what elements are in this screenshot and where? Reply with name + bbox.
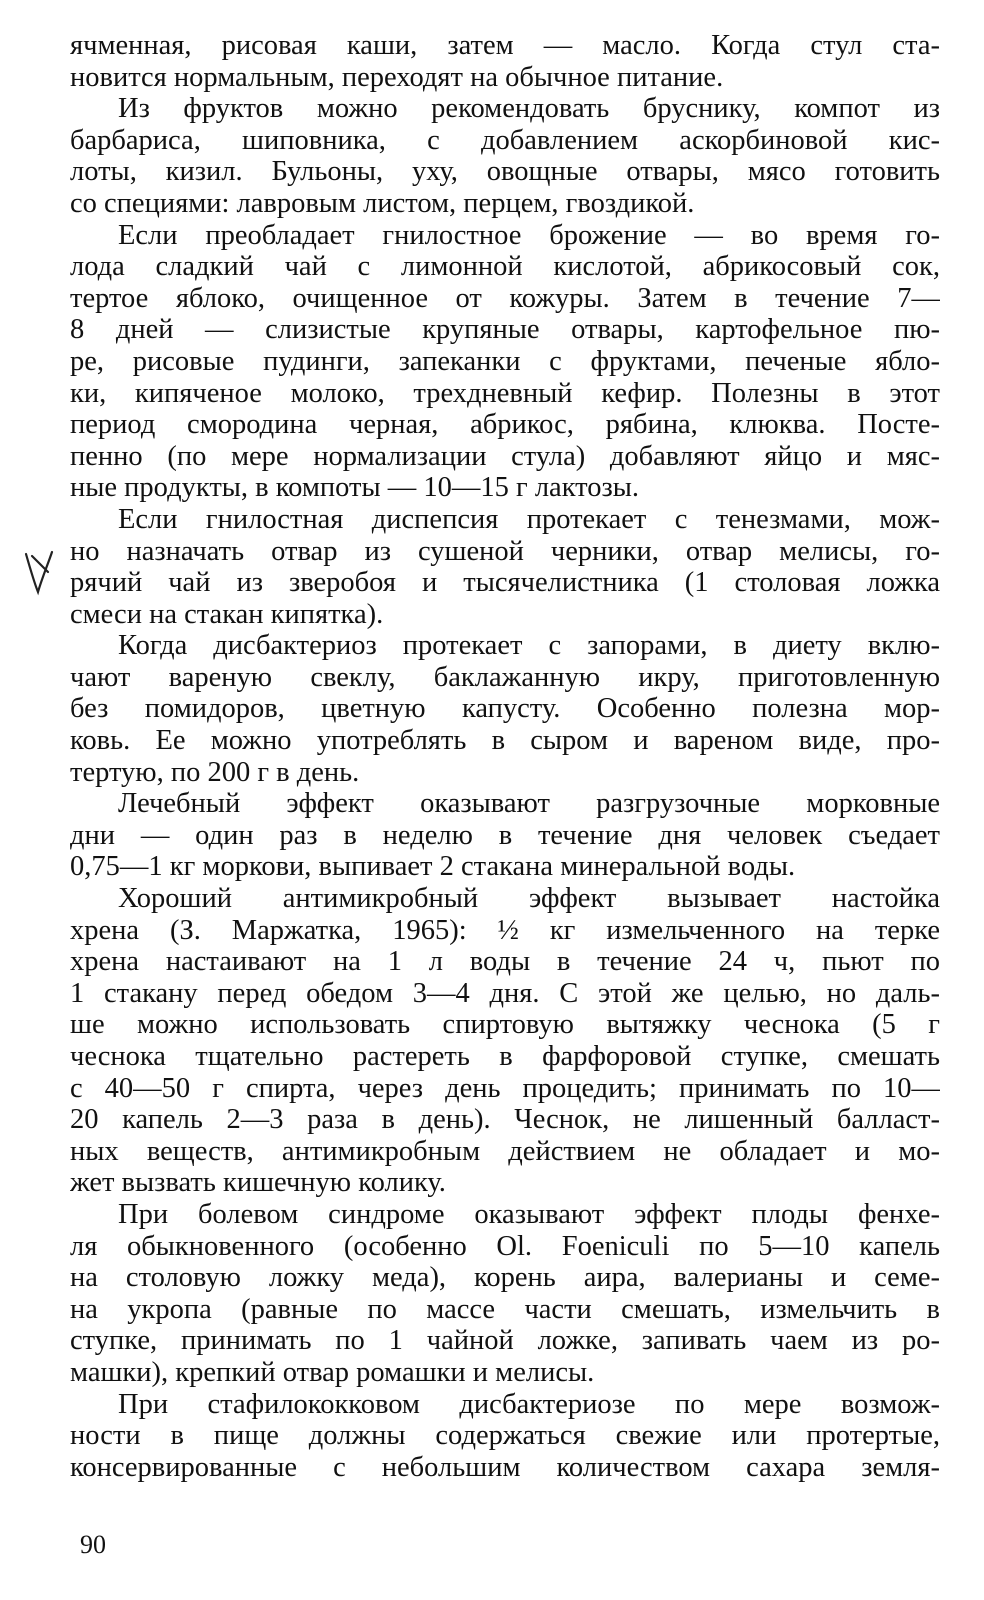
paragraph	[70, 93, 940, 219]
text-line: При стафилококковом дисбактериозе по мере возмож-	[118, 1388, 940, 1420]
text-line: жет вызвать кишечную колику.	[70, 1167, 446, 1199]
paragraph	[70, 220, 940, 504]
text-line: Лечебный эффект оказывают разгрузочные морковные	[118, 788, 940, 820]
text-line: но назначать отвар из сушеной черники, отвар мелисы, го-	[70, 535, 940, 567]
text-line: 1 стакану перед обедом 3—4 дня. С этой же целью, но даль-	[70, 977, 940, 1009]
paragraph	[70, 1199, 940, 1389]
text-line: 8 дней — слизистые крупяные отвары, картофельное пю-	[70, 314, 940, 346]
text-line: ре, рисовые пудинги, запеканки с фруктами, печеные ябло-	[70, 345, 940, 377]
text-line: 20 капель 2—3 раза в день). Чеснок, не лишенный балласт-	[70, 1104, 940, 1136]
page-body	[70, 30, 940, 1483]
page-number: 90	[80, 1530, 106, 1559]
text-line: смеси на стакан кипятка).	[70, 598, 384, 630]
text-line: лода сладкий чай с лимонной кислотой, абрикосовый сок,	[70, 251, 940, 283]
text-line: период смородина черная, абрикос, рябина, клюква. Посте-	[70, 409, 940, 441]
text-line: ступке, принимать по 1 чайной ложке, запивать чаем из ро-	[70, 1325, 940, 1357]
text-line: хрена (З. Маржатка, 1965): ½ кг измельченного на терке	[70, 914, 940, 946]
text-line: ковь. Ее можно употреблять в сыром и вареном виде, про-	[70, 725, 940, 757]
text-line: с 40—50 г спирта, через день процедить; принимать по 10—	[70, 1072, 940, 1104]
paragraph	[70, 788, 940, 883]
text-line: ные продукты, в компоты — 10—15 г лактозы.	[70, 472, 640, 504]
paragraph	[70, 883, 940, 1199]
text-line: пенно (по мере нормализации стула) добавляют яйцо и мяс-	[70, 440, 940, 472]
text-line: новится нормальным, переходят на обычное питание.	[70, 61, 724, 93]
text-line: на укропа (равные по массе части смешать, измельчить в	[70, 1293, 940, 1325]
paragraph	[70, 630, 940, 788]
text-line: Хороший антимикробный эффект вызывает настойка	[118, 883, 940, 915]
text-line: лоты, кизил. Бульоны, уху, овощные отвары, мясо готовить	[70, 156, 940, 188]
text-line: дни — один раз в неделю в течение дня человек съедает	[70, 819, 940, 851]
text-line: 0,75—1 кг моркови, выпивает 2 стакана минеральной воды.	[70, 851, 796, 883]
text-line: на столовую ложку меда), корень аира, валерианы и семе-	[70, 1262, 940, 1294]
text-line: консервированные с небольшим количеством сахара земля-	[70, 1451, 940, 1483]
text-line: ячменная, рисовая каши, затем — масло. Когда стул ста-	[70, 30, 940, 61]
handwritten-margin-mark	[18, 548, 58, 598]
text-line: машки), крепкий отвар ромашки и мелисы.	[70, 1356, 595, 1388]
text-line: Из фруктов можно рекомендовать бруснику, компот из	[118, 93, 940, 125]
paragraph	[70, 30, 940, 93]
text-line: При болевом синдроме оказывают эффект плоды фенхе-	[118, 1198, 940, 1230]
text-line: рячий чай из зверобоя и тысячелистника (1 столовая ложка	[70, 567, 940, 599]
text-line: хрена настаивают на 1 л воды в течение 24 ч, пьют по	[70, 946, 940, 978]
text-line: Если преобладает гнилостное брожение — во время го-	[118, 219, 940, 251]
text-line: тертую, по 200 г в день.	[70, 756, 360, 788]
text-line: без помидоров, цветную капусту. Особенно полезна мор-	[70, 693, 940, 725]
text-line: Когда дисбактериоз протекает с запорами, в диету вклю-	[118, 630, 940, 662]
text-line: тертое яблоко, очищенное от кожуры. Затем в течение 7—	[70, 282, 940, 314]
text-line: ше можно использовать спиртовую вытяжку чеснока (5 г	[70, 1009, 940, 1041]
text-line: Если гнилостная диспепсия протекает с тенезмами, мож-	[118, 503, 940, 535]
text-line: ности в пище должны содержаться свежие или протертые,	[70, 1420, 940, 1452]
text-line: ных веществ, антимикробным действием не обладает и мо-	[70, 1135, 940, 1167]
text-line: барбариса, шиповника, с добавлением аскорбиновой кис-	[70, 124, 940, 156]
paragraph	[70, 504, 940, 630]
text-line: со специями: лавровым листом, перцем, гвоздикой.	[70, 187, 695, 219]
text-line: ки, кипяченое молоко, трехдневный кефир. Полезны в этот	[70, 377, 940, 409]
text-line: чеснока тщательно растереть в фарфоровой ступке, смешать	[70, 1041, 940, 1072]
text-line: ля обыкновенного (особенно Ol. Foeniculi по 5—10 капель	[70, 1230, 940, 1262]
paragraph	[70, 1389, 940, 1484]
text-line: чают вареную свеклу, баклажанную икру, приготовленную	[70, 661, 940, 693]
